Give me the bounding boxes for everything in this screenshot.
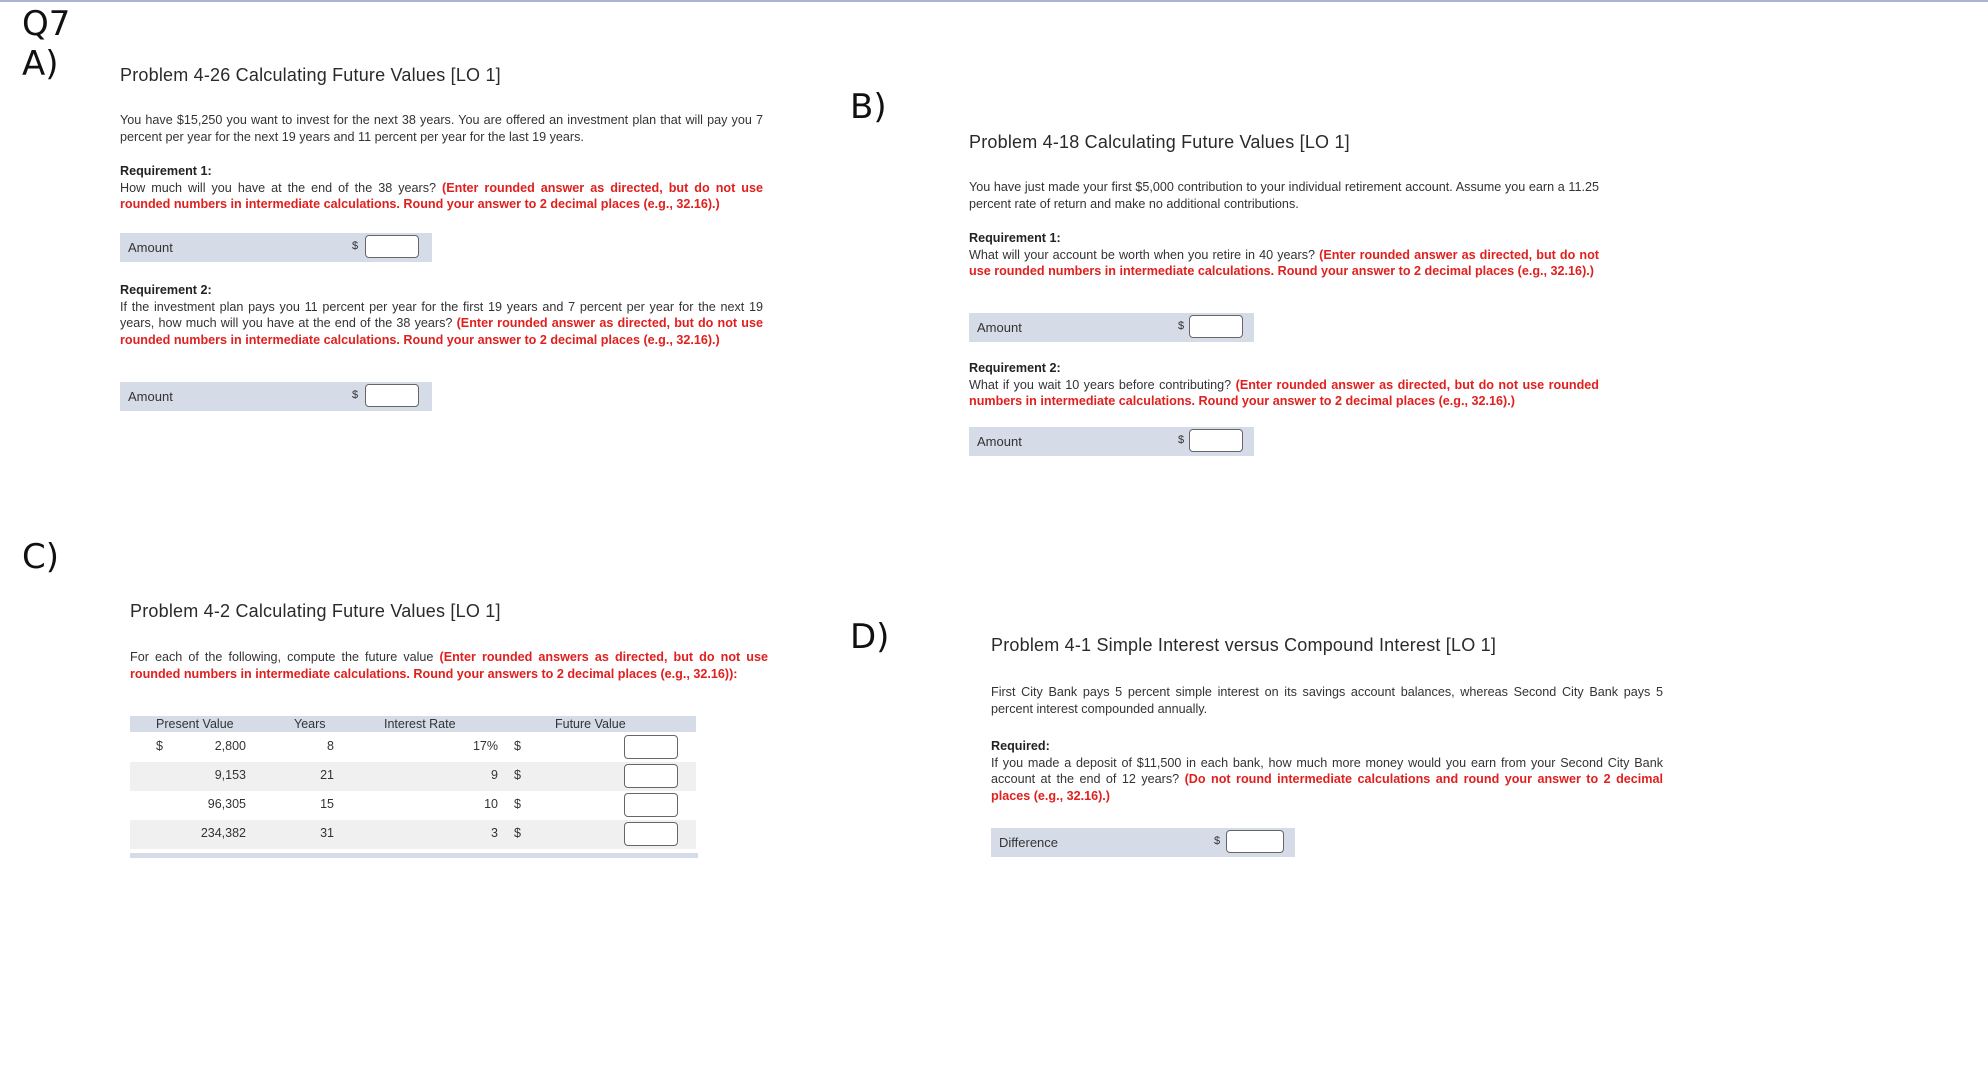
requirement-heading: Required: — [991, 739, 1050, 753]
top-divider — [0, 0, 1988, 2]
requirement-heading: Requirement 2: — [120, 283, 212, 297]
intro-note: (Enter rounded answers as directed, but do not use rounded numbers in intermediate calculations. Round your answers to 2 decimal places (e.g., 32.16)): — [130, 650, 768, 681]
present-value-cell: 234,382 — [200, 826, 246, 840]
part-b-title: Problem 4-18 Calculating Future Values [LO 1] — [969, 132, 1350, 152]
future-value-input[interactable] — [624, 735, 678, 759]
currency-symbol: $ — [352, 389, 359, 401]
part-c-label: C) — [22, 537, 60, 577]
fv-currency: $ — [514, 797, 521, 811]
requirement-note: (Enter rounded answer as directed, but do not use rounded numbers in intermediate calculations. Round your answer to 2 decimal places (e.g., 32.16).) — [120, 180, 763, 211]
intro-text: For each of the following, compute the future value — [130, 650, 434, 664]
currency-symbol: $ — [1178, 320, 1185, 332]
present-value-cell: 9,153 — [214, 768, 246, 782]
part-d-requirement — [991, 738, 1663, 804]
table-row — [130, 791, 696, 820]
column-header-interest-rate: Interest Rate — [384, 717, 456, 731]
future-value-input[interactable] — [624, 793, 678, 817]
part-d-label: D) — [850, 617, 890, 657]
table-row — [130, 762, 696, 791]
amount-input[interactable] — [1189, 429, 1243, 452]
part-c-intro — [130, 649, 768, 682]
years-cell: 21 — [320, 768, 334, 782]
requirement-note: (Enter rounded answer as directed, but do not use rounded numbers in intermediate calculations. Round your answer to 2 decimal places (e.g., 32.16).) — [120, 316, 764, 347]
table-bottom-border — [130, 853, 698, 858]
part-b-requirement-1 — [969, 230, 1599, 280]
interest-rate-cell: 17% — [472, 739, 498, 753]
part-b-intro: You have just made your first $5,000 contribution to your individual retirement account. Assume you earn a 11.25 percent rate of return and make no additional contributions. — [969, 180, 1599, 211]
difference-label: Difference — [999, 835, 1059, 850]
part-a-requirement-2 — [120, 282, 763, 348]
currency-symbol: $ — [352, 240, 359, 252]
part-a-answer-1-row — [120, 233, 432, 262]
requirement-note: (Enter rounded answer as directed, but do not use rounded numbers in intermediate calculations. Round your answer to 2 decimal places (e.g., 32.16).) — [969, 247, 1599, 278]
requirement-question: How much will you have at the end of the 38 years? — [120, 180, 437, 195]
difference-input[interactable] — [1226, 830, 1284, 853]
interest-rate-cell: 10 — [484, 797, 498, 811]
requirement-question: What will your account be worth when you retire in 40 years? — [969, 247, 1316, 262]
present-value-cell: 2,800 — [214, 739, 246, 753]
requirement-note: (Enter rounded answer as directed, but do not use rounded numbers in intermediate calculations. Round your answer to 2 decimal places (e.g., 32.16).) — [969, 377, 1599, 408]
future-value-input[interactable] — [624, 764, 678, 788]
requirement-heading: Requirement 2: — [969, 361, 1061, 375]
interest-rate-cell: 3 — [491, 826, 498, 840]
part-a-intro: You have $15,250 you want to invest for the next 38 years. You are offered an investment plan that will pay you 7 percent per year for the next 19 years and 11 percent per year for the last 19 years. — [120, 113, 763, 144]
table-row — [130, 820, 696, 849]
column-header-present-value: Present Value — [156, 717, 234, 731]
amount-input[interactable] — [365, 384, 419, 407]
column-header-future-value: Future Value — [555, 717, 626, 731]
part-d-title: Problem 4-1 Simple Interest versus Compound Interest [LO 1] — [991, 635, 1497, 655]
amount-input[interactable] — [1189, 315, 1243, 338]
part-a-title: Problem 4-26 Calculating Future Values [LO 1] — [120, 65, 501, 85]
future-value-input[interactable] — [624, 822, 678, 846]
part-b-label: B) — [850, 87, 887, 127]
years-cell: 31 — [320, 826, 334, 840]
part-b-answer-1-row — [969, 313, 1254, 342]
question-number: Q7 — [22, 4, 71, 44]
fv-currency: $ — [514, 768, 521, 782]
requirement-heading: Requirement 1: — [120, 164, 212, 178]
part-d-answer-row — [991, 828, 1295, 857]
amount-input[interactable] — [365, 235, 419, 258]
future-value-table — [130, 716, 700, 862]
requirement-note: (Do not round intermediate calculations and round your answer to 2 decimal places (e.g., 32.16).) — [991, 772, 1663, 803]
requirement-question: If the investment plan pays you 11 percent per year for the first 19 years and 7 percent per year for the next 19 years, how much will you have at the end of the 38 years? — [120, 299, 763, 330]
present-value-cell: 96,305 — [207, 797, 246, 811]
column-header-years: Years — [294, 717, 326, 731]
currency-symbol: $ — [1214, 835, 1221, 847]
fv-currency: $ — [514, 739, 521, 753]
part-b-answer-2-row — [969, 427, 1254, 456]
table-row — [130, 733, 696, 762]
part-c-title: Problem 4-2 Calculating Future Values [LO 1] — [130, 601, 501, 621]
amount-label: Amount — [977, 434, 1022, 449]
pv-currency: $ — [156, 739, 163, 753]
fv-currency: $ — [514, 826, 521, 840]
currency-symbol: $ — [1178, 434, 1185, 446]
years-cell: 15 — [320, 797, 334, 811]
part-a-answer-2-row — [120, 382, 432, 411]
amount-label: Amount — [128, 389, 173, 404]
amount-label: Amount — [128, 240, 173, 255]
requirement-question: What if you wait 10 years before contributing? — [969, 377, 1232, 392]
part-d-intro: First City Bank pays 5 percent simple interest on its savings account balances, whereas Second City Bank pays 5 percent interest compounded annually. — [991, 685, 1663, 716]
part-a-label: A) — [22, 44, 59, 84]
interest-rate-cell: 9 — [491, 768, 498, 782]
requirement-heading: Requirement 1: — [969, 231, 1061, 245]
years-cell: 8 — [327, 739, 334, 753]
part-a-requirement-1 — [120, 163, 763, 213]
part-b-requirement-2 — [969, 360, 1599, 410]
requirement-question: If you made a deposit of $11,500 in each bank, how much more money would you earn from your Second City Bank account at the end of 12 years? — [991, 755, 1663, 786]
amount-label: Amount — [977, 320, 1022, 335]
table-header — [130, 716, 696, 732]
